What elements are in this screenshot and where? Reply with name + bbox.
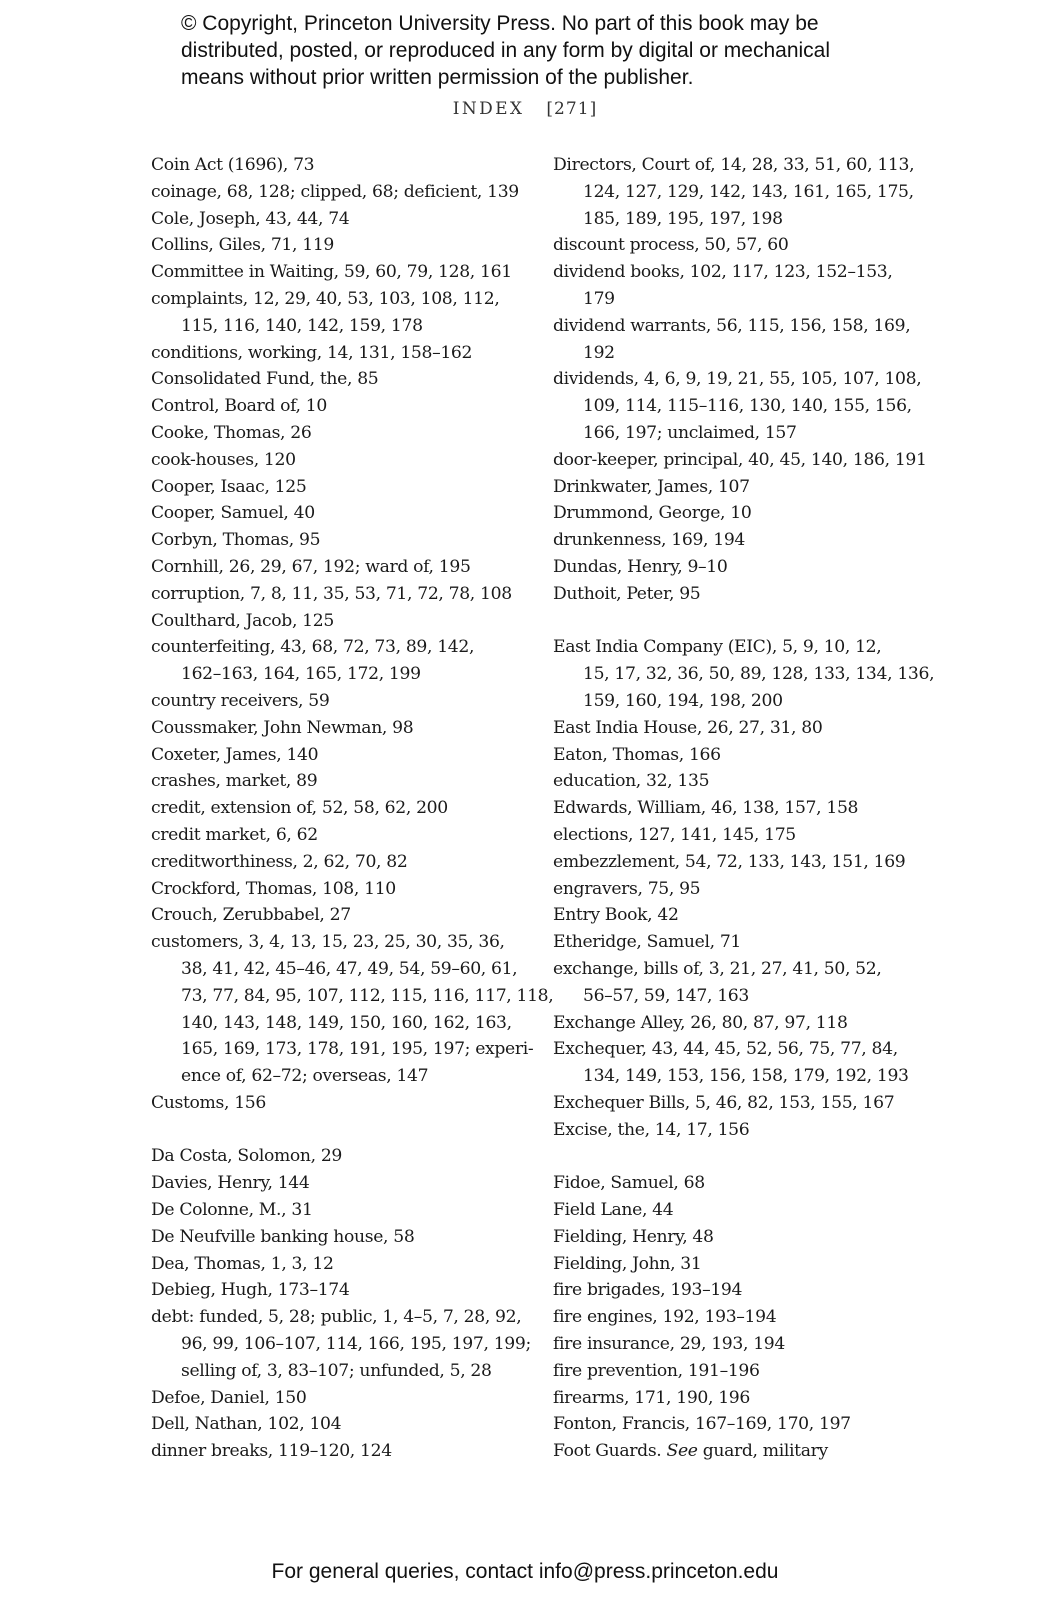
index-entry-continuation: 166, 197; unclaimed, 157 xyxy=(583,422,797,443)
index-entry: Crouch, Zerubbabel, 27 xyxy=(151,905,351,926)
index-entry: debt: funded, 5, 28; public, 1, 4–5, 7, 28, 92, xyxy=(151,1307,522,1328)
copyright-line: distributed, posted, or reproduced in any form by digital or mechanical xyxy=(181,39,831,62)
index-entry-continuation: 38, 41, 42, 45–46, 47, 49, 54, 59–60, 61, xyxy=(181,958,518,979)
index-entry: Coussmaker, John Newman, 98 xyxy=(151,717,414,738)
index-entry: corruption, 7, 8, 11, 35, 53, 71, 72, 78, 108 xyxy=(151,583,512,604)
index-entry: coinage, 68, 128; clipped, 68; deficient, 139 xyxy=(151,181,519,202)
index-entry: Dundas, Henry, 9–10 xyxy=(553,556,728,577)
index-entry: complaints, 12, 29, 40, 53, 103, 108, 112, xyxy=(151,288,500,309)
index-entry: Directors, Court of, 14, 28, 33, 51, 60, 113, xyxy=(553,155,915,175)
index-entry: Drinkwater, James, 107 xyxy=(553,476,750,497)
index-entry: Da Costa, Solomon, 29 xyxy=(151,1146,343,1167)
index-entry: exchange, bills of, 3, 21, 27, 41, 50, 52, xyxy=(553,958,882,979)
index-entry-continuation: 165, 169, 173, 178, 191, 195, 197; experi- xyxy=(181,1039,534,1060)
index-entry-continuation: 185, 189, 195, 197, 198 xyxy=(583,208,783,229)
index-entry: fire engines, 192, 193–194 xyxy=(553,1307,777,1328)
index-entry: engravers, 75, 95 xyxy=(553,878,701,899)
index-entry-continuation: 162–163, 164, 165, 172, 199 xyxy=(181,664,421,685)
index-entry-continuation: 179 xyxy=(583,288,615,309)
index-entry: credit market, 6, 62 xyxy=(151,824,318,845)
index-entry-text: Foot Guards. xyxy=(553,1441,662,1462)
index-entry: Davies, Henry, 144 xyxy=(151,1173,310,1194)
index-entry-continuation: 73, 77, 84, 95, 107, 112, 115, 116, 117, 118, xyxy=(181,985,554,1006)
index-entry: Fonton, Francis, 167–169, 170, 197 xyxy=(553,1414,851,1435)
index-entry-continuation: 140, 143, 148, 149, 150, 160, 162, 163, xyxy=(181,1012,512,1033)
index-entry-continuation: 159, 160, 194, 198, 200 xyxy=(583,690,783,711)
index-entry: Entry Book, 42 xyxy=(553,905,679,926)
index-entry: Etheridge, Samuel, 71 xyxy=(553,932,742,953)
index-entry: Duthoit, Peter, 95 xyxy=(553,583,701,604)
see-target: guard, military xyxy=(702,1441,828,1462)
index-entry: dinner breaks, 119–120, 124 xyxy=(151,1441,392,1462)
index-entry: Collins, Giles, 71, 119 xyxy=(151,235,335,256)
index-entry: Edwards, William, 46, 138, 157, 158 xyxy=(553,798,859,819)
running-head-label: INDEX xyxy=(452,99,525,119)
index-entry: Control, Board of, 10 xyxy=(151,396,327,417)
index-entry: Customs, 156 xyxy=(151,1092,266,1113)
index-entry: crashes, market, 89 xyxy=(151,771,318,792)
index-entry: dividends, 4, 6, 9, 19, 21, 55, 105, 107, 108, xyxy=(553,369,922,390)
index-entry: fire brigades, 193–194 xyxy=(553,1280,743,1301)
index-entry: discount process, 50, 57, 60 xyxy=(553,235,789,256)
section-gap xyxy=(151,1117,531,1144)
index-entry: Field Lane, 44 xyxy=(553,1200,674,1221)
index-entry: Exchange Alley, 26, 80, 87, 97, 118 xyxy=(553,1012,848,1033)
footer-contact: For general queries, contact info@press.princeton.edu xyxy=(271,1560,779,1583)
index-entry: credit, extension of, 52, 58, 62, 200 xyxy=(151,798,448,819)
index-entry: Dea, Thomas, 1, 3, 12 xyxy=(151,1253,334,1274)
index-entry: elections, 127, 141, 145, 175 xyxy=(553,824,796,845)
index-entry: drunkenness, 169, 194 xyxy=(553,530,746,551)
index-entry: creditworthiness, 2, 62, 70, 82 xyxy=(151,851,408,872)
index-entry: Cornhill, 26, 29, 67, 192; ward of, 195 xyxy=(151,556,471,577)
index-entry-continuation: ence of, 62–72; overseas, 147 xyxy=(181,1066,429,1087)
index-entry: door-keeper, principal, 40, 45, 140, 186, 191 xyxy=(553,449,927,470)
running-head xyxy=(0,99,1050,119)
index-entry: Consolidated Fund, the, 85 xyxy=(151,369,379,390)
page-number: [271] xyxy=(546,99,598,119)
index-entry: Committee in Waiting, 59, 60, 79, 128, 161 xyxy=(151,262,512,283)
index-entry: education, 32, 135 xyxy=(553,771,710,792)
index-entry: Cooke, Thomas, 26 xyxy=(151,422,312,443)
index-entry: Coin Act (1696), 73 xyxy=(151,155,315,175)
index-entry-continuation: 15, 17, 32, 36, 50, 89, 128, 133, 134, 136, xyxy=(583,664,935,685)
index-entry-continuation: 96, 99, 106–107, 114, 166, 195, 197, 199; xyxy=(181,1334,531,1355)
index-entry: De Colonne, M., 31 xyxy=(151,1200,313,1221)
index-entry: Cooper, Isaac, 125 xyxy=(151,476,307,497)
index-entry: Cooper, Samuel, 40 xyxy=(151,503,315,524)
index-entry: Coulthard, Jacob, 125 xyxy=(151,610,334,631)
index-entry: country receivers, 59 xyxy=(151,690,330,711)
index-entry: Crockford, Thomas, 108, 110 xyxy=(151,878,396,899)
index-entry: counterfeiting, 43, 68, 72, 73, 89, 142, xyxy=(151,637,475,658)
index-entry: Fielding, Henry, 48 xyxy=(553,1226,714,1247)
section-gap xyxy=(553,608,943,635)
index-entry: East India Company (EIC), 5, 9, 10, 12, xyxy=(553,637,882,658)
index-entry-continuation: 124, 127, 129, 142, 143, 161, 165, 175, xyxy=(583,181,914,202)
index-entry: Exchequer, 43, 44, 45, 52, 56, 75, 77, 84, xyxy=(553,1039,898,1060)
index-entry: embezzlement, 54, 72, 133, 143, 151, 169 xyxy=(553,851,906,872)
index-entry: Fidoe, Samuel, 68 xyxy=(553,1173,705,1194)
index-entry: fire insurance, 29, 193, 194 xyxy=(553,1334,785,1355)
see-reference: See xyxy=(666,1441,698,1462)
copyright-line: © Copyright, Princeton University Press. No part of this book may be xyxy=(181,12,819,35)
index-entry-continuation: 56–57, 59, 147, 163 xyxy=(583,985,749,1006)
index-column-left xyxy=(151,152,554,1465)
index-entry xyxy=(553,1438,943,1465)
index-entry: dividend warrants, 56, 115, 156, 158, 169, xyxy=(553,315,911,336)
index-entry: dividend books, 102, 117, 123, 152–153, xyxy=(553,262,893,283)
index-entry: conditions, working, 14, 131, 158–162 xyxy=(151,342,473,363)
index-entry-continuation: 115, 116, 140, 142, 159, 178 xyxy=(181,315,423,336)
index-entry-continuation: 134, 149, 153, 156, 158, 179, 192, 193 xyxy=(583,1066,909,1087)
index-column-right xyxy=(553,152,943,1465)
index-entry: East India House, 26, 27, 31, 80 xyxy=(553,717,823,738)
index-entry: Dell, Nathan, 102, 104 xyxy=(151,1414,342,1435)
index-entry: Coxeter, James, 140 xyxy=(151,744,319,765)
copyright-notice xyxy=(181,10,901,91)
index-entry-continuation: 192 xyxy=(583,342,615,363)
index-entry: Exchequer Bills, 5, 46, 82, 153, 155, 167 xyxy=(553,1092,895,1113)
index-entry: cook-houses, 120 xyxy=(151,449,296,470)
index-entry: firearms, 171, 190, 196 xyxy=(553,1387,750,1408)
section-gap xyxy=(553,1143,943,1170)
copyright-line: means without prior written permission of the publisher. xyxy=(181,66,694,89)
index-entry: De Neufville banking house, 58 xyxy=(151,1226,415,1247)
index-entry-continuation: selling of, 3, 83–107; unfunded, 5, 28 xyxy=(181,1360,492,1381)
index-entry: customers, 3, 4, 13, 15, 23, 25, 30, 35, 36, xyxy=(151,932,505,953)
index-entry: Eaton, Thomas, 166 xyxy=(553,744,721,765)
index-entry: fire prevention, 191–196 xyxy=(553,1360,760,1381)
index-entry-continuation: 109, 114, 115–116, 130, 140, 155, 156, xyxy=(583,396,912,417)
index-entry: Defoe, Daniel, 150 xyxy=(151,1387,307,1408)
index-entry: Cole, Joseph, 43, 44, 74 xyxy=(151,208,350,229)
index-entry: Corbyn, Thomas, 95 xyxy=(151,530,321,551)
index-entry: Drummond, George, 10 xyxy=(553,503,752,524)
index-entry: Excise, the, 14, 17, 156 xyxy=(553,1119,750,1140)
index-entry: Debieg, Hugh, 173–174 xyxy=(151,1280,350,1301)
index-entry: Fielding, John, 31 xyxy=(553,1253,702,1274)
